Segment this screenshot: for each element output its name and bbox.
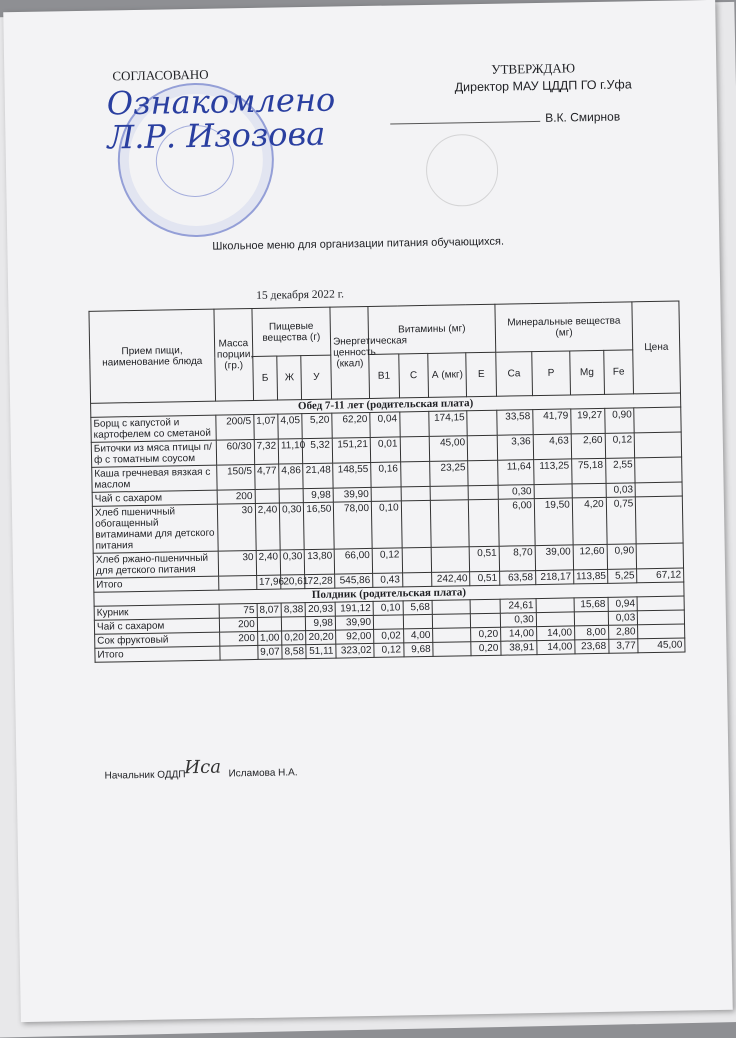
cell-e: 0,20 <box>471 627 501 642</box>
cell-zh <box>281 617 306 631</box>
total-cell-mg: 113,85 <box>573 569 607 584</box>
cell-name: Биточки из мяса птицы п/ф с томатным соусом <box>91 440 216 467</box>
header-meal: Прием пищи, наименование блюда <box>89 309 215 403</box>
cell-zh: 4,05 <box>278 414 303 439</box>
cell-b1: 0,01 <box>370 437 400 463</box>
cell-e <box>468 460 498 486</box>
director-name: В.К. Смирнов <box>545 109 621 125</box>
cell-mg: 15,68 <box>574 597 608 612</box>
cell-u: 5,20 <box>302 413 332 439</box>
total-cell-b: 17,96 <box>256 575 281 589</box>
header-zh: Ж <box>277 356 302 400</box>
total-cell-a <box>433 642 471 657</box>
cell-zh: 11,10 <box>278 439 303 464</box>
cell-b <box>255 489 280 503</box>
cell-name: Борщ с капустой и картофелем со сметаной <box>91 415 216 442</box>
handwritten-line-2: Л.Р. Изозова <box>107 114 326 157</box>
cell-name: Хлеб пшеничный обогащенный витаминами для детского питания <box>92 504 218 553</box>
document-title: Школьное меню для организации питания обучающихся. <box>212 235 505 253</box>
cell-energy: 151,21 <box>332 437 370 463</box>
header-nutrients: Пищевые вещества (г) <box>252 307 331 356</box>
header-fe: Fe <box>603 350 633 395</box>
cell-mg: 75,18 <box>572 458 606 484</box>
cell-e <box>471 613 501 628</box>
footer-signature: Иса <box>184 756 222 779</box>
cell-b1: 0,16 <box>371 462 401 488</box>
total-cell-mass <box>220 645 258 660</box>
header-minerals: Минеральные вещества (мг) <box>495 302 633 352</box>
total-cell-mg: 23,68 <box>575 639 609 654</box>
cell-zh: 8,38 <box>281 603 306 617</box>
cell-a <box>431 547 469 573</box>
cell-zh: 4,86 <box>279 464 304 489</box>
total-cell-name: Итого <box>94 576 219 592</box>
cell-price <box>638 610 685 625</box>
cell-fe: 2,55 <box>605 458 635 484</box>
cell-p: 39,00 <box>535 545 573 571</box>
cell-mass: 30 <box>217 503 256 551</box>
total-cell-p: 218,17 <box>535 570 573 585</box>
document-date: 15 декабря 2022 г. <box>256 288 345 302</box>
total-cell-energy: 323,02 <box>336 643 374 658</box>
cell-ca: 0,30 <box>498 485 534 500</box>
cell-p <box>534 484 572 499</box>
cell-price <box>635 432 682 458</box>
cell-mass: 200 <box>219 631 257 646</box>
cell-mass: 200 <box>219 617 257 632</box>
total-cell-ca: 63,58 <box>499 571 535 586</box>
cell-mass: 30 <box>218 550 256 576</box>
cell-a <box>430 486 468 501</box>
total-cell-c <box>402 572 432 587</box>
cell-c: 5,68 <box>403 600 433 615</box>
cell-fe: 0,03 <box>608 611 638 626</box>
cell-b1: 0,02 <box>374 629 404 644</box>
header-mass: Масса порции, (гр.) <box>214 308 254 401</box>
cell-name: Чай с сахаром <box>94 618 219 634</box>
cell-zh: 0,20 <box>282 631 307 645</box>
cell-u: 9,98 <box>306 616 336 631</box>
cell-name: Сок фруктовый <box>95 632 220 648</box>
cell-c <box>403 614 433 629</box>
cell-energy: 78,00 <box>333 501 372 549</box>
cell-b1 <box>371 487 401 502</box>
header-u: У <box>301 355 331 400</box>
cell-c <box>400 436 430 462</box>
signature-line <box>390 121 540 125</box>
total-cell-c: 9,68 <box>403 642 433 657</box>
cell-ca: 8,70 <box>499 546 535 572</box>
cell-fe: 0,90 <box>607 544 637 570</box>
cell-price <box>638 624 685 639</box>
total-cell-ca: 38,91 <box>501 641 537 656</box>
section-title: Обед 7-11 лет (родительская плата) <box>91 393 681 417</box>
total-cell-zh: 20,61 <box>281 575 306 589</box>
cell-b: 8,07 <box>257 603 282 617</box>
cell-price <box>637 596 684 611</box>
cell-mg: 8,00 <box>574 625 608 640</box>
cell-name: Хлеб ржано-пшеничный для детского питания <box>93 551 218 578</box>
cell-ca: 33,58 <box>497 410 533 436</box>
total-cell-e: 0,51 <box>470 571 500 586</box>
cell-p: 113,25 <box>533 459 571 485</box>
cell-mass: 75 <box>219 603 257 618</box>
cell-energy: 62,20 <box>332 412 370 438</box>
cell-fe: 0,03 <box>606 483 636 498</box>
approve-label: УТВЕРЖДАЮ <box>491 60 576 77</box>
cell-p: 19,50 <box>534 498 573 546</box>
cell-mass: 150/5 <box>216 464 254 490</box>
cell-u: 9,98 <box>304 488 334 503</box>
cell-c <box>400 461 430 487</box>
total-cell-u: 51,11 <box>306 644 336 659</box>
cell-u: 5,32 <box>303 438 333 464</box>
cell-mg: 4,20 <box>572 497 607 545</box>
cell-a <box>431 500 470 548</box>
cell-energy: 39,90 <box>333 487 371 502</box>
cell-b1 <box>373 615 403 630</box>
header-price: Цена <box>632 301 680 394</box>
total-cell-a: 242,40 <box>432 572 470 587</box>
cell-p: 4,63 <box>533 434 571 460</box>
header-p: P <box>532 351 571 396</box>
total-cell-u: 72,28 <box>305 574 335 589</box>
cell-a <box>433 614 471 629</box>
total-cell-b: 9,07 <box>258 645 283 659</box>
cell-fe: 0,12 <box>605 433 635 459</box>
director-title: Директор МАУ ЦДДП ГО г.Уфа <box>454 77 632 95</box>
header-energy: Энергетическая ценность (ккал) <box>330 306 370 399</box>
footer-position: Начальник ОДДП <box>104 769 186 782</box>
cell-a <box>432 600 470 615</box>
total-cell-b1: 0,12 <box>374 643 404 658</box>
handwritten-line-1: Ознакомлено <box>106 80 336 123</box>
cell-p <box>536 598 574 613</box>
total-cell-b1: 0,43 <box>373 573 403 588</box>
cell-p <box>536 612 574 627</box>
cell-u: 20,93 <box>305 602 335 617</box>
cell-mass: 200/5 <box>216 414 254 440</box>
cell-fe: 0,75 <box>606 497 636 545</box>
document-page <box>3 0 733 1022</box>
cell-name: Чай с сахаром <box>92 490 217 506</box>
cell-energy: 148,55 <box>333 462 371 488</box>
cell-ca: 14,00 <box>500 627 536 642</box>
cell-mg: 2,60 <box>571 433 605 459</box>
cell-b1: 0,04 <box>370 412 400 438</box>
cell-b: 7,32 <box>254 439 279 464</box>
cell-b <box>257 617 282 631</box>
cell-energy: 66,00 <box>334 548 372 574</box>
cell-u: 20,20 <box>306 630 336 645</box>
cell-a: 174,15 <box>429 411 467 437</box>
cell-e <box>469 499 499 547</box>
cell-b: 1,00 <box>257 631 282 645</box>
cell-energy: 92,00 <box>336 629 374 644</box>
total-cell-energy: 545,86 <box>335 573 373 588</box>
cell-b: 4,77 <box>254 464 279 489</box>
cell-mg <box>574 611 608 626</box>
cell-ca: 24,61 <box>500 599 536 614</box>
cell-e <box>470 599 500 614</box>
table-body <box>91 393 685 662</box>
cell-b: 1,07 <box>254 414 279 439</box>
cell-e <box>468 485 498 500</box>
cell-price <box>636 496 683 544</box>
cell-fe: 0,94 <box>608 597 638 612</box>
cell-u: 16,50 <box>304 502 334 550</box>
total-cell-zh: 8,58 <box>282 645 307 659</box>
cell-price <box>634 407 681 433</box>
cell-name: Каша гречневая вязкая с маслом <box>92 465 217 492</box>
cell-zh <box>279 489 304 503</box>
footer-name: Исламова Н.А. <box>228 767 298 780</box>
handwritten-note <box>106 80 337 157</box>
cell-c <box>399 411 429 437</box>
cell-p: 14,00 <box>536 626 574 641</box>
header-vitamins: Витамины (мг) <box>368 304 496 354</box>
header-c: C <box>398 353 428 398</box>
menu-table <box>88 301 685 663</box>
cell-e: 0,51 <box>469 546 499 572</box>
cell-c <box>401 486 431 501</box>
cell-mass: 60/30 <box>216 439 254 465</box>
cell-ca: 11,64 <box>498 460 534 486</box>
cell-e <box>467 435 497 461</box>
header-mg: Mg <box>570 350 605 395</box>
cell-u: 21,48 <box>303 463 333 489</box>
cell-zh: 0,30 <box>280 550 305 575</box>
cell-c <box>402 547 432 573</box>
cell-a: 23,25 <box>430 461 468 487</box>
table-header <box>89 301 681 403</box>
cell-fe: 0,90 <box>604 408 634 434</box>
cell-mg: 12,60 <box>573 544 607 570</box>
cell-ca: 0,30 <box>500 613 536 628</box>
header-ca: Ca <box>496 352 533 397</box>
header-b1: B1 <box>369 354 399 399</box>
cell-price <box>636 543 683 569</box>
cell-mg: 19,27 <box>571 408 605 434</box>
total-cell-price: 67,12 <box>637 568 684 583</box>
total-cell-e: 0,20 <box>471 641 501 656</box>
cell-b: 2,40 <box>256 550 281 575</box>
cell-ca: 6,00 <box>498 499 535 547</box>
cell-b1: 0,12 <box>372 548 402 574</box>
cell-ca: 3,36 <box>497 435 533 461</box>
cell-energy: 191,12 <box>335 601 373 616</box>
cell-b1: 0,10 <box>371 501 401 549</box>
cell-b1: 0,10 <box>373 601 403 616</box>
total-cell-p: 14,00 <box>537 640 575 655</box>
cell-fe: 2,80 <box>608 625 638 640</box>
section-title: Полдник (родительская плата) <box>94 582 684 606</box>
cell-price <box>635 457 682 483</box>
total-cell-mass <box>218 575 256 590</box>
faint-seal-mark <box>425 134 498 207</box>
total-cell-price: 45,00 <box>638 638 685 653</box>
approved-label: СОГЛАСОВАНО <box>112 66 209 84</box>
total-cell-name: Итого <box>95 646 220 662</box>
cell-c: 4,00 <box>403 628 433 643</box>
header-a: А (мкг) <box>428 353 467 398</box>
cell-e <box>467 410 497 436</box>
cell-a <box>433 628 471 643</box>
total-cell-fe: 3,77 <box>609 639 639 654</box>
cell-a: 45,00 <box>429 436 467 462</box>
cell-p: 41,79 <box>533 409 571 435</box>
cell-zh: 0,30 <box>279 503 304 550</box>
cell-mass: 200 <box>217 489 255 504</box>
cell-b: 2,40 <box>255 503 280 550</box>
header-e: E <box>466 352 496 397</box>
header-b: Б <box>253 356 278 400</box>
cell-u: 13,80 <box>305 549 335 575</box>
total-cell-fe: 5,25 <box>607 569 637 584</box>
cell-name: Курник <box>94 604 219 620</box>
cell-mg <box>572 483 606 498</box>
cell-energy: 39,90 <box>335 615 373 630</box>
cell-price <box>635 482 682 497</box>
cell-c <box>401 500 431 548</box>
